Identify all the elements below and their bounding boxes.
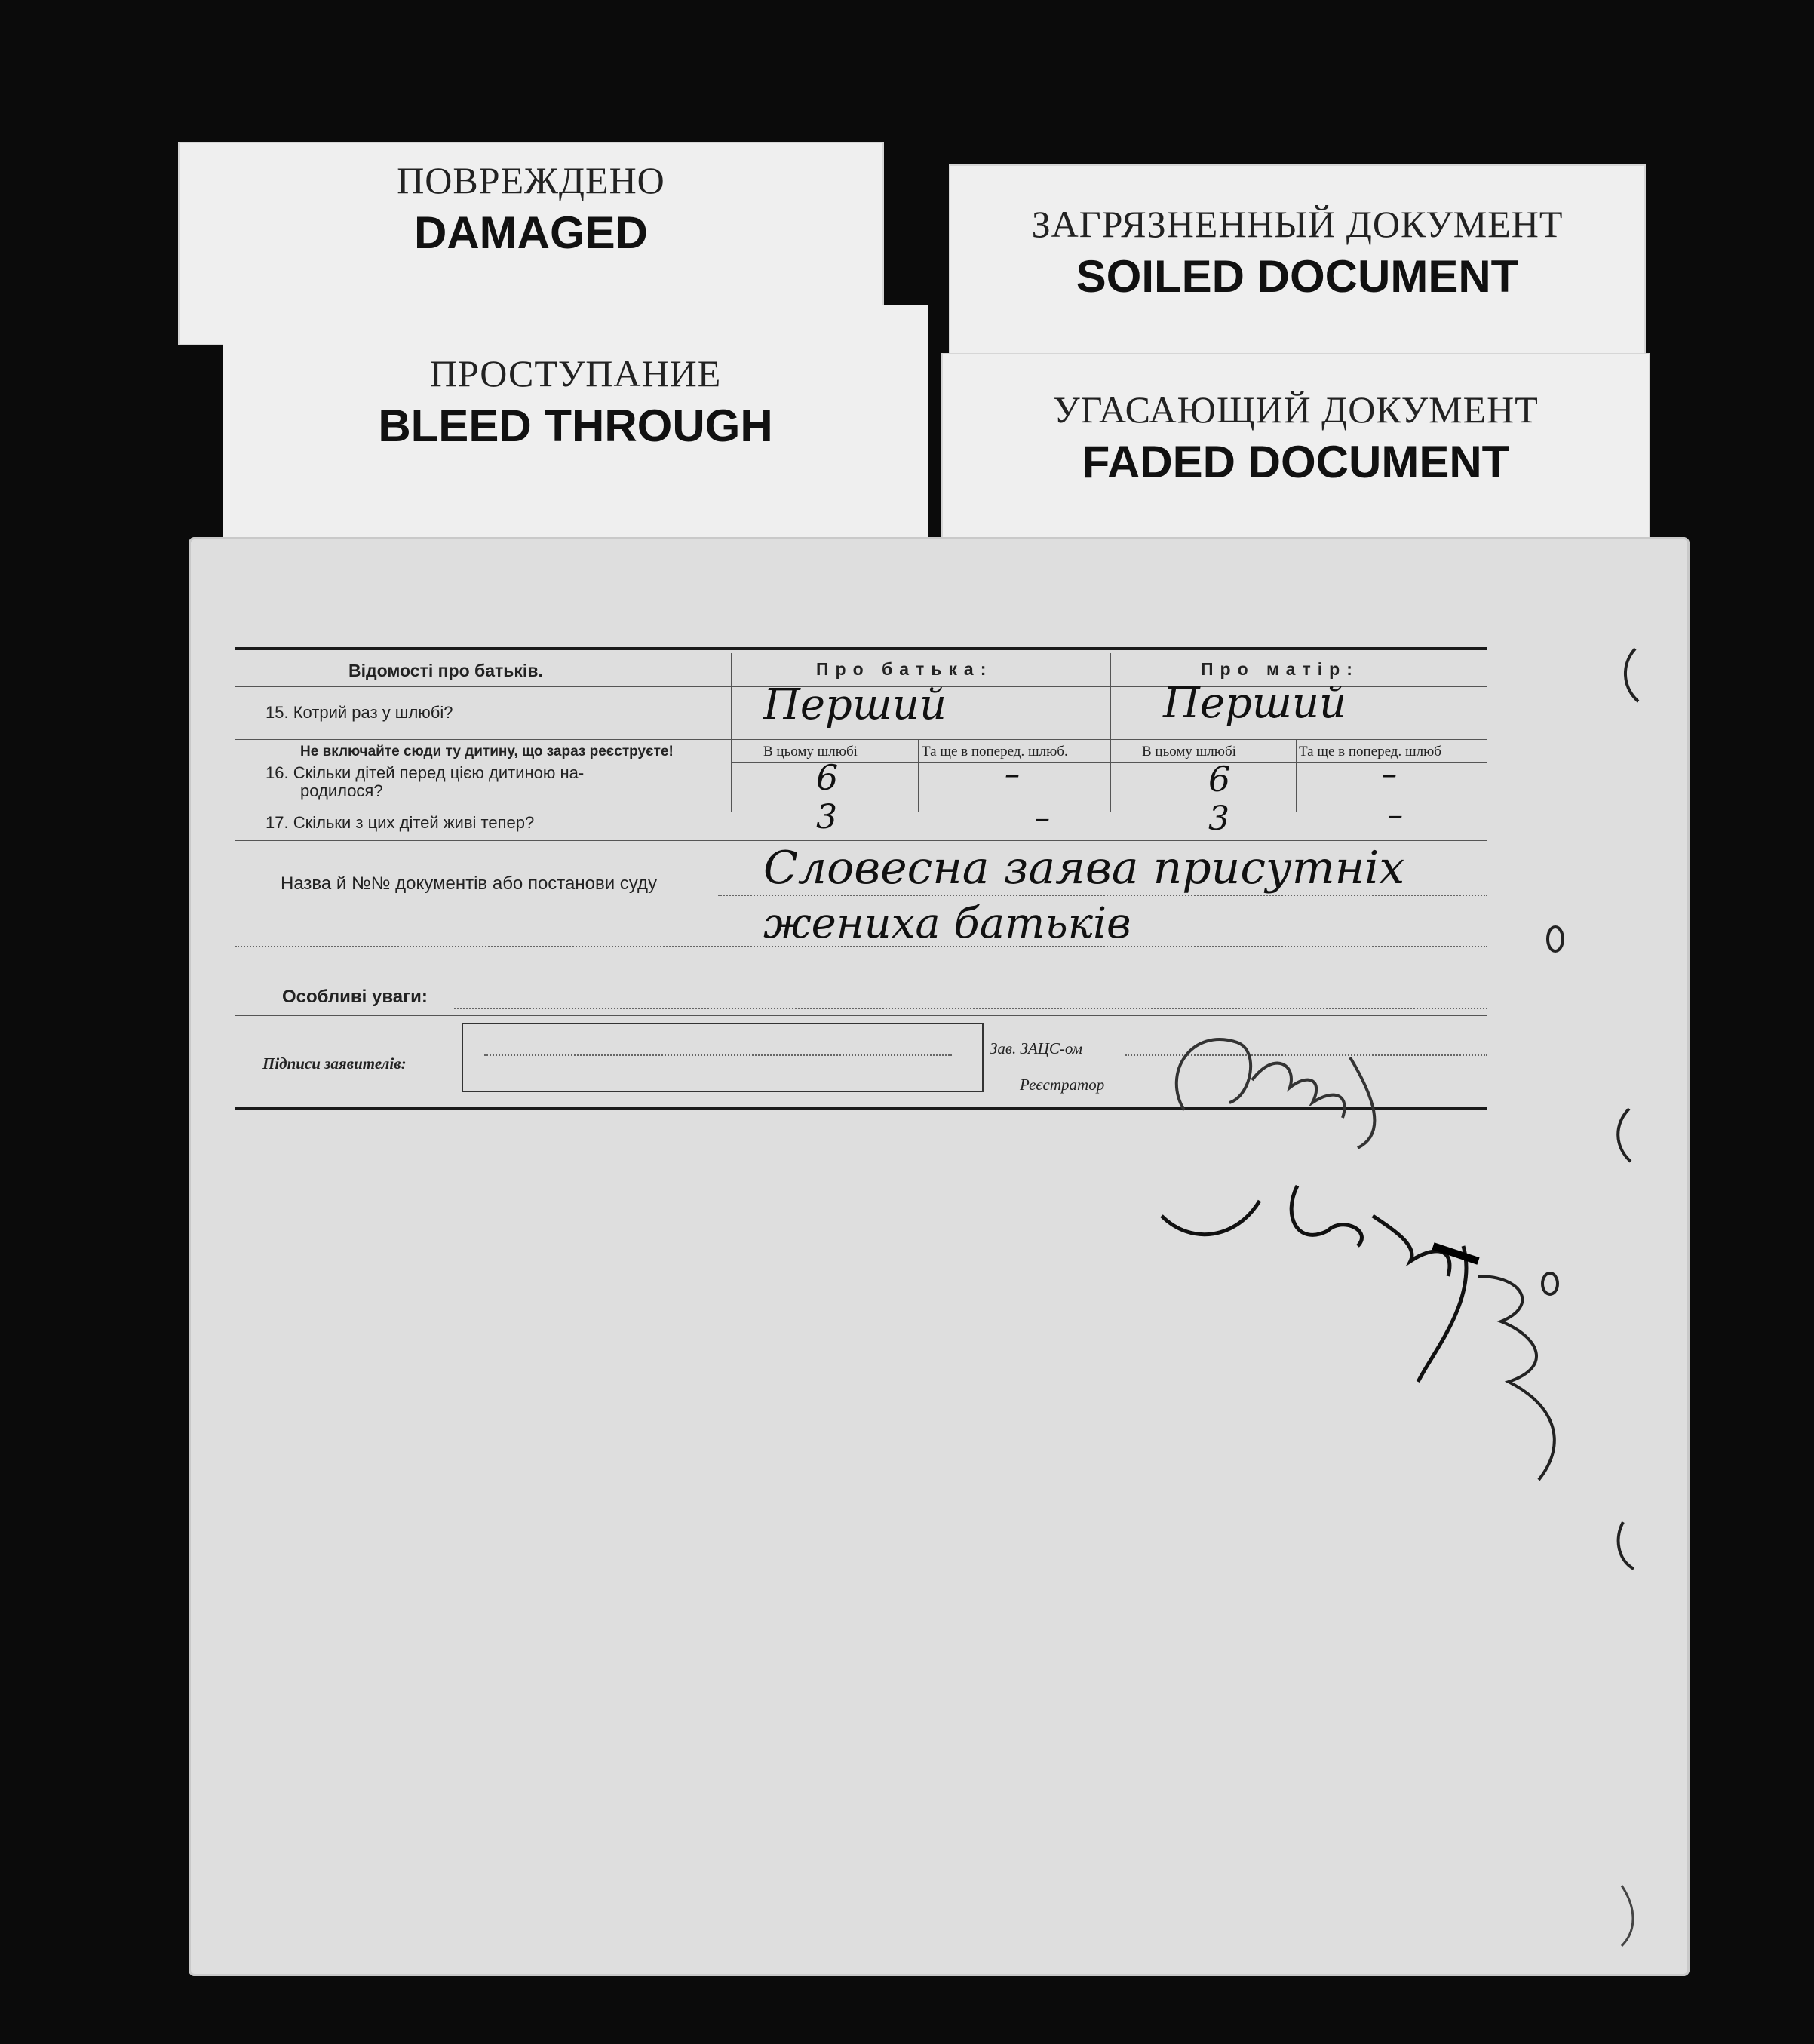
q16-mother-prev: – (1382, 757, 1397, 792)
label-soiled-en: SOILED DOCUMENT (1076, 251, 1519, 302)
q16-label-line1: 16. Скільки дітей перед цією дитиною на- (266, 763, 585, 782)
q17-father-prev: – (1035, 801, 1050, 836)
q17-mother-prev: – (1388, 798, 1403, 833)
q15-father-answer: Перший (763, 680, 947, 729)
col-divider-2 (1110, 653, 1111, 812)
q16-father-prev: – (1005, 757, 1020, 792)
header-about-mother: Про матір: (1201, 659, 1359, 679)
label-soiled-ru: ЗАГРЯЗНЕННЫЙ ДОКУМЕНТ (1031, 203, 1564, 245)
document-page (189, 537, 1690, 1976)
registrar-label: Реєстратор (1020, 1076, 1105, 1094)
q16-label-line2: родилося? (300, 781, 383, 800)
documents-dotline-2 (235, 946, 1487, 947)
label-faded-ru: УГАСАЮЩИЙ ДОКУМЕНТ (1053, 388, 1539, 431)
q16-father-this: 6 (816, 757, 839, 798)
label-damaged-ru: ПОВРЕЖДЕНО (397, 159, 665, 201)
documents-line2: жениха батьків (763, 899, 1131, 948)
applicant-signature-box (462, 1023, 984, 1092)
label-damaged-en: DAMAGED (414, 207, 648, 258)
documents-label: Назва й №№ документів або постанови суду (281, 873, 657, 894)
label-bleed-en: BLEED THROUGH (378, 401, 773, 451)
head-zags-label: Зав. ЗАЦС-ом (990, 1039, 1083, 1057)
label-bleed-ru: ПРОСТУПАНИЕ (429, 352, 722, 394)
q16-col-this-father: В цьому шлюбі (763, 744, 858, 760)
form-top-rule (235, 647, 1487, 650)
q17-father-this: 3 (816, 798, 837, 836)
q16-mother-subdivider (1296, 739, 1297, 812)
q17-mother-this: 3 (1208, 799, 1229, 838)
q16-note: Не включайте сюди ту дитину, що зараз реєструєте! (300, 744, 674, 760)
label-card-soiled (949, 164, 1646, 367)
q16-col-prev-mother: Та ще в попеpед. шлюб (1299, 744, 1441, 760)
q16-col-prev-father: Та ще в попеpед. шлюб. (922, 744, 1068, 760)
q17-rule (235, 840, 1487, 841)
remarks-label: Особливі уваги: (282, 987, 428, 1007)
label-card-bleed-through (223, 305, 928, 539)
q15-mother-answer: Перший (1163, 679, 1347, 728)
signature-dotline (484, 1054, 952, 1056)
q15-rule (235, 739, 1487, 740)
documents-line1: Словесна заява присутніх (763, 842, 1405, 895)
q16-father-subdivider (918, 739, 919, 812)
label-card-faded (941, 353, 1650, 551)
q16-col-this-mother: В цьому шлюбі (1142, 744, 1236, 760)
official-signatures (1146, 959, 1712, 1487)
q16-mother-this: 6 (1208, 759, 1231, 799)
q16-subheader-rule (731, 762, 1487, 763)
label-faded-en: FADED DOCUMENT (1082, 437, 1510, 487)
q15-label: 15. Котрий раз у шлюбі? (266, 703, 453, 722)
q17-label: 17. Скільки з цих дітей живі тепер? (266, 813, 535, 832)
header-parents-info: Відомості про батьків. (348, 661, 543, 680)
documents-dotline-1 (718, 895, 1487, 896)
header-about-father: Про батька: (816, 659, 993, 679)
col-divider-1 (731, 653, 732, 812)
signatures-label: Підписи заявителів: (262, 1054, 407, 1073)
